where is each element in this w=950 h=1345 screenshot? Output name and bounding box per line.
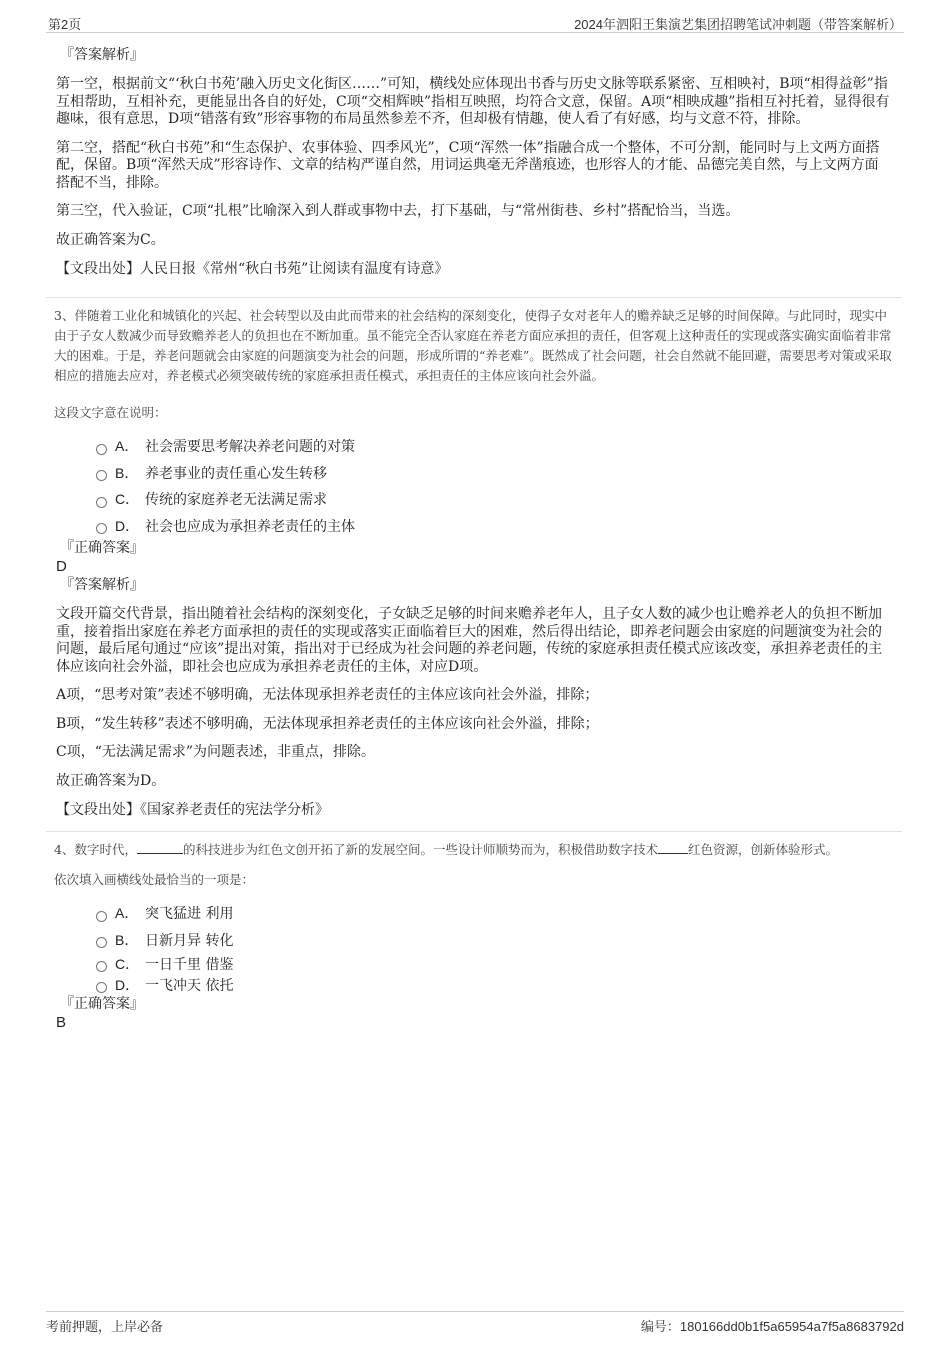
option-list: [96, 433, 892, 539]
page-content: [56, 46, 892, 1032]
option-c[interactable]: C． 传统的家庭养老无法满足需求: [96, 486, 892, 513]
footer-slogan: 考前押题，上岸必备: [46, 1320, 164, 1335]
radio-icon[interactable]: [96, 937, 107, 948]
option-b[interactable]: B． 日新月异 转化: [96, 927, 892, 954]
question-text: 4、数字时代， 的科技进步为红色文创开拓了新的发展空间。一些设计师顺势而为，积极借助数字技术 红色资源，创新体验形式。: [54, 842, 838, 857]
analysis-paragraph: 第一空，根据前文“‘秋白书苑’融入历史文化街区……”可知，横线处应体现出书香与历史文脉等联系紧密、互相映衬，B项“相得益彰”指互相帮助，互相补充，更能显出各自的好处，C项“交相辉映”指相互映照，均符合文意，保留。A项“相映成趣”指相互衬托着，显得很有趣味，很有意思，D项“错落有致”形容事物的布局虽然参差不齐，但却极有情趣，使人看了有好感，均与文意不符，排除。: [56, 76, 890, 127]
radio-icon[interactable]: [96, 444, 107, 455]
radio-icon[interactable]: [96, 497, 107, 508]
option-c[interactable]: C． 一日千里 借鉴: [96, 953, 892, 974]
analysis-label: 『答案解析』: [60, 47, 144, 63]
question-text: 3、伴随着工业化和城镇化的兴起、社会转型以及由此而带来的社会结构的深刻变化，使得子女对老年人的赡养缺乏足够的时间保障。与此同时，现实中由于子女人数减少而导致赡养老人的负担也在不断加重。虽不能完全否认家庭在养老方面应承担的责任，但客观上这种责任的实现或落实确实面临着非常大的困难。于是，养老问题就会由家庭的问题演变为社会的问题，形成所谓的“养老难”。既然成了社会问题，社会自然就不能回避，需要思考对策或采取相应的措施去应对，养老模式必须突破传统的家庭承担责任模式，承担责任的主体应该向社会外溢。: [54, 308, 892, 383]
answer-label: 『正确答案』: [60, 540, 144, 556]
answer-label: 『正确答案』: [60, 996, 144, 1012]
source-citation: 【文段出处】《国家养老责任的宪法学分析》: [56, 802, 329, 818]
document-title: 2024年泗阳王集演艺集团招聘笔试冲刺题（带答案解析）: [574, 17, 902, 32]
fill-blank: [137, 841, 183, 854]
analysis-paragraph: B项，“发生转移”表述不够明确，无法体现承担养老责任的主体应该向社会外溢，排除；: [56, 715, 599, 732]
source-citation: 【文段出处】人民日报《常州“秋白书苑”让阅读有温度有诗意》: [56, 261, 449, 277]
radio-icon[interactable]: [96, 961, 107, 972]
analysis-paragraph: 第二空，搭配“秋白书苑”和“生态保护、农事体验、四季风光”，C项“浑然一体”指融合成一个整体，不可分割，能同时与上文两方面搭配，保留。B项“浑然天成”形容诗作、文章的结构严谨自然，用词运典毫无斧凿痕迹，也形容人的才能、品德完美自然，与上文两方面搭配不当，排除。: [56, 139, 880, 191]
analysis-paragraph: 文段开篇交代背景，指出随着社会结构的深刻变化，子女缺乏足够的时间来赡养老年人，且子女人数的减少也让赡养老人的负担不断加重，接着指出家庭在养老方面承担的责任的实现或落实正面临着巨大的困难，然后得出结论，即养老问题会由家庭的问题演变为社会的问题，最后尾句通过“应该”提出对策，指出对于已经成为社会问题的养老问题，传统的家庭承担责任模式应该改变，承担养老责任的主体应该向社会外溢，即社会也应成为承担养老责任的主体，对应D项。: [56, 606, 883, 675]
question-prompt: 这段文字意在说明：: [54, 405, 167, 420]
question-prompt: 依次填入画横线处最恰当的一项是：: [54, 872, 255, 887]
radio-icon[interactable]: [96, 523, 107, 534]
option-d[interactable]: D． 社会也应成为承担养老责任的主体: [96, 513, 892, 540]
option-a[interactable]: A． 社会需要思考解决养老问题的对策: [96, 433, 892, 460]
correct-answer: B: [56, 1014, 67, 1031]
option-a[interactable]: A． 突飞猛进 利用: [96, 900, 892, 927]
analysis-conclusion: 故正确答案为D。: [56, 772, 166, 789]
radio-icon[interactable]: [96, 470, 107, 481]
option-list: [96, 900, 892, 995]
fill-blank: [658, 841, 688, 854]
option-b[interactable]: B． 养老事业的责任重心发生转移: [96, 460, 892, 487]
analysis-paragraph: A项，“思考对策”表述不够明确，无法体现承担养老责任的主体应该向社会外溢，排除；: [56, 687, 599, 703]
analysis-paragraph: C项，“无法满足需求”为问题表述，非重点，排除。: [56, 744, 376, 760]
page-header: [46, 12, 904, 33]
correct-answer: D: [56, 558, 67, 575]
page-number: 第2页: [48, 17, 82, 32]
radio-icon[interactable]: [96, 911, 107, 922]
radio-icon[interactable]: [96, 982, 107, 993]
option-d[interactable]: D． 一飞冲天 依托: [96, 974, 892, 995]
analysis-conclusion: 故正确答案为C。: [56, 231, 165, 248]
analysis-paragraph: 第三空，代入验证，C项“扎根”比喻深入到人群或事物中去，打下基础，与“常州街巷、乡村”搭配恰当，当选。: [56, 203, 740, 219]
page-footer: [46, 1311, 904, 1336]
document-code: 编号：180166dd0b1f5a65954a7f5a8683792d: [640, 1319, 904, 1335]
analysis-label: 『答案解析』: [60, 577, 144, 593]
